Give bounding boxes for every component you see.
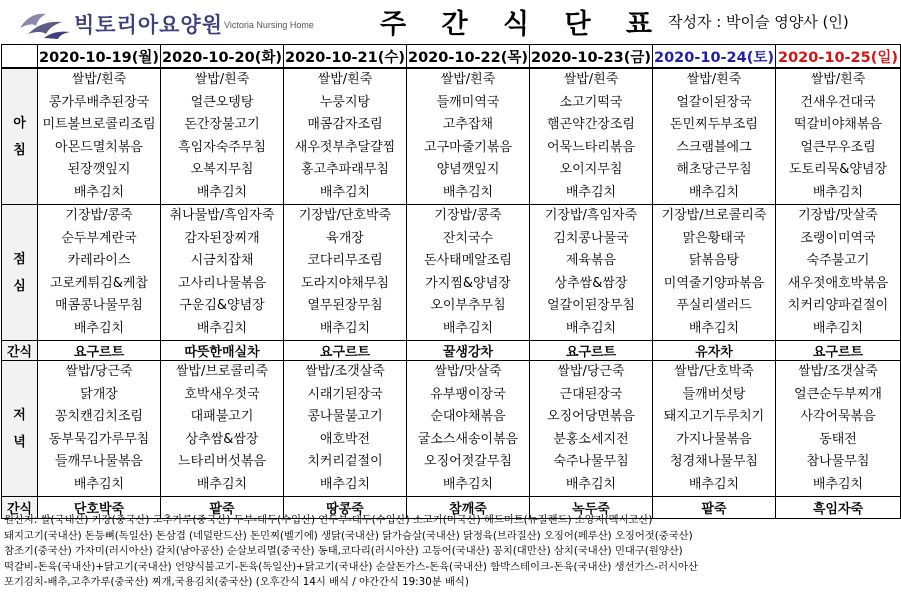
snack-cell: 유자차	[653, 341, 776, 361]
menu-item-list	[653, 69, 775, 204]
menu-item: 얼갈이된장무침	[547, 298, 635, 313]
menu-item: 호박새우젓국	[184, 386, 260, 402]
menu-item: 쌀밥/흰죽	[686, 72, 742, 87]
menu-item: 육개장	[326, 230, 364, 246]
menu-item: 가지나물볶음	[676, 431, 752, 447]
menu-item: 배추김치	[565, 476, 617, 492]
weekly-menu-table	[1, 44, 901, 519]
menu-item: 배추김치	[812, 476, 864, 492]
menu-item: 쌀밥/조갯살죽	[305, 364, 385, 379]
menu-cell	[407, 361, 530, 497]
date-cell: 2020-10-20(화)	[161, 45, 284, 69]
menu-item: 쌀밥/브로콜리죽	[175, 364, 269, 379]
date-cell: 2020-10-19(월)	[38, 45, 161, 69]
menu-item: 애호박전	[319, 431, 371, 447]
menu-item-list	[407, 361, 529, 496]
menu-item: 배추김치	[196, 184, 248, 200]
menu-item-list	[407, 205, 529, 340]
menu-item: 배추김치	[688, 184, 740, 200]
menu-item: 참나물무침	[806, 454, 870, 469]
menu-item: 꽁치캔김치조림	[55, 409, 143, 424]
menu-item: 미트볼브로콜리조림	[42, 117, 156, 132]
menu-item: 누룽지탕	[319, 94, 371, 110]
meal-label-char: 점	[13, 251, 26, 267]
menu-cell	[653, 361, 776, 497]
date-header-row	[2, 45, 901, 69]
logo-mark-icon	[18, 6, 72, 40]
menu-item-list	[38, 205, 160, 340]
menu-item: 얼큰오뎅탕	[190, 94, 254, 110]
snack-cell: 녹두죽	[530, 497, 653, 519]
menu-item: 얼갈이된장국	[676, 94, 752, 110]
menu-cell	[530, 361, 653, 497]
menu-item: 배추김치	[196, 476, 248, 492]
meal-label-char: 심	[13, 278, 26, 294]
origin-line: 포기김치-배추,고추가루(중국산) 찌개,국용김치(중국산) (오후간식 14시 배식 / 야간간식 19:30분 배식)	[4, 576, 469, 589]
menu-item: 도라지야채무침	[301, 275, 389, 291]
menu-item: 도토리묵&양념장	[788, 162, 888, 177]
menu-item: 돈민찌두부조림	[670, 117, 758, 132]
menu-item: 쌀밥/흰죽	[440, 72, 496, 87]
menu-item: 닭볶음탕	[688, 253, 740, 268]
menu-cell	[776, 205, 901, 341]
menu-item: 쌀밥/흰죽	[563, 72, 619, 87]
menu-item: 시래기된장국	[307, 386, 383, 402]
menu-item: 돈간장불고기	[184, 117, 260, 132]
menu-cell	[284, 68, 407, 205]
menu-item: 제육볶음	[565, 253, 617, 268]
author-line: 작성자 : 박이슬 영양사 (인)	[668, 13, 849, 31]
menu-item: 어묵느타리볶음	[547, 139, 635, 155]
menu-item-list	[653, 361, 775, 496]
menu-item: 상추쌈&쌈장	[554, 275, 628, 291]
menu-item: 쌀밥/흰죽	[810, 72, 866, 87]
menu-item: 스크램블에그	[676, 139, 752, 155]
menu-item: 새우젓애호박볶음	[787, 275, 889, 291]
menu-cell	[38, 68, 161, 205]
menu-item: 콩나물불고기	[307, 409, 383, 424]
menu-item: 청경채나물무침	[670, 454, 758, 469]
menu-item-list	[530, 69, 652, 204]
snack-cell: 요구르트	[530, 341, 653, 361]
menu-item-list	[161, 69, 283, 204]
menu-item: 소고기떡국	[559, 94, 623, 110]
menu-item-list	[776, 361, 900, 496]
menu-item: 코다리무조림	[307, 253, 383, 268]
menu-item: 배추김치	[319, 476, 371, 492]
menu-item: 기장밥/콩죽	[65, 208, 133, 223]
snack-cell: 요구르트	[776, 341, 901, 361]
menu-item-list	[38, 361, 160, 496]
menu-item: 햄곤약간장조림	[547, 117, 635, 132]
logo	[18, 6, 358, 40]
menu-cell	[776, 68, 901, 205]
menu-item: 김치콩나물국	[553, 230, 629, 246]
logo-subtitle: Victoria Nursing Home	[224, 20, 314, 30]
menu-cell	[284, 361, 407, 497]
menu-item: 배추김치	[442, 184, 494, 200]
lunch-row-label	[2, 205, 38, 341]
snack-cell: 요구르트	[284, 341, 407, 361]
menu-item: 취나물밥/흑임자죽	[169, 208, 275, 223]
snack-cell: 팥죽	[161, 497, 284, 519]
menu-item: 된장깻잎지	[67, 162, 131, 177]
menu-item: 기장밥/브로콜리죽	[661, 208, 767, 223]
snack-cell: 요구르트	[38, 341, 161, 361]
menu-item: 오징어젓갈무침	[424, 454, 512, 469]
menu-item: 매콤감자조림	[307, 117, 383, 132]
menu-item: 양념깻잎지	[436, 162, 500, 177]
header	[0, 0, 901, 44]
snack-cell: 따뜻한매실차	[161, 341, 284, 361]
menu-item: 쌀밥/맛살죽	[434, 364, 502, 379]
menu-item: 해초당근무침	[676, 162, 752, 177]
origin-line: 떡갈비-돈육(국내산)+닭고기(국내산) 언양식불고기-돈육(독일산)+닭고기(국내산) 순살돈가스-돈육(국내산) 함박스테이크-돈육(국내산) 생선가스-러시아산	[4, 560, 698, 573]
menu-cell	[407, 68, 530, 205]
menu-item: 순두부계란국	[61, 230, 137, 246]
menu-item: 들깨무나물볶음	[55, 454, 143, 469]
menu-item: 쌀밥/단호박죽	[674, 364, 754, 379]
page-title: 주 간 식 단 표	[380, 9, 666, 40]
menu-item: 건새우건대국	[800, 94, 876, 110]
menu-item: 분홍소세지전	[553, 431, 629, 447]
menu-item: 배추김치	[688, 476, 740, 492]
menu-item: 배추김치	[73, 184, 125, 200]
menu-item: 배추김치	[812, 184, 864, 200]
snack-cell: 땅콩죽	[284, 497, 407, 519]
menu-item: 닭개장	[80, 386, 118, 402]
menu-item: 숙주나물무침	[553, 454, 629, 469]
menu-item: 감자된장찌개	[184, 230, 260, 246]
menu-cell	[284, 205, 407, 341]
menu-item: 굴소스새송이볶음	[417, 431, 519, 447]
menu-item: 배추김치	[565, 320, 617, 336]
menu-item: 근대된장국	[559, 386, 623, 402]
snack-cell: 단호박죽	[38, 497, 161, 519]
menu-item: 오징어당면볶음	[547, 409, 635, 424]
origin-line: 돼지고기(국내산) 돈등뼈(독일산) 돈삼겹 (네덜란드산) 돈민찌(벨기에) 생닭(국내산) 닭가슴살(국내산) 닭정육(브라질산) 오징어(페루산) 오징어젓(중국산)	[4, 529, 693, 542]
menu-item-list	[776, 205, 900, 340]
menu-item: 맑은황태국	[682, 230, 746, 246]
menu-item: 사각어묵볶음	[800, 409, 876, 424]
menu-item: 고추잡채	[442, 117, 494, 132]
menu-item: 쌀밥/흰죽	[317, 72, 373, 87]
menu-item: 쌀밥/당근죽	[65, 364, 133, 379]
meal-label-char: 저	[13, 407, 26, 423]
origin-notice	[4, 513, 897, 591]
menu-item: 콩가루배추된장국	[48, 94, 150, 110]
menu-item: 느타리버섯볶음	[178, 454, 266, 469]
menu-item: 배추김치	[442, 476, 494, 492]
menu-item: 치커리겉절이	[307, 454, 383, 469]
night-snack-row-label: 간식	[2, 497, 38, 519]
menu-item: 대패불고기	[190, 409, 254, 424]
menu-item: 배추김치	[319, 184, 371, 200]
menu-item: 조랭이미역국	[800, 230, 876, 246]
afternoon-snack-row-label: 간식	[2, 341, 38, 361]
menu-item: 돼지고기두루치기	[663, 409, 765, 424]
menu-item: 배추김치	[73, 320, 125, 336]
corner-cell	[2, 45, 38, 69]
menu-cell	[653, 205, 776, 341]
menu-item: 오이부추무침	[430, 298, 506, 313]
afternoon-snack-row	[2, 341, 901, 361]
menu-item: 카레라이스	[67, 253, 131, 268]
menu-item: 순대야채볶음	[430, 409, 506, 424]
menu-cell	[161, 205, 284, 341]
lunch-row	[2, 205, 901, 341]
menu-cell	[776, 361, 901, 497]
menu-item: 얼큰무우조림	[800, 139, 876, 155]
menu-item: 들깨버섯탕	[682, 386, 746, 402]
date-cell: 2020-10-24(토)	[653, 45, 776, 69]
menu-item: 얼큰순두부찌개	[794, 386, 882, 402]
snack-cell: 팥죽	[653, 497, 776, 519]
menu-cell	[407, 205, 530, 341]
dinner-row-label	[2, 361, 38, 497]
menu-item: 돈사태메알조림	[424, 253, 512, 268]
menu-cell	[530, 68, 653, 205]
menu-item: 쌀밥/당근죽	[557, 364, 625, 379]
date-cell: 2020-10-23(금)	[530, 45, 653, 69]
menu-item: 숙주불고기	[806, 253, 870, 268]
menu-item-list	[530, 205, 652, 340]
date-cell: 2020-10-25(일)	[776, 45, 901, 69]
breakfast-row	[2, 68, 901, 205]
menu-cell	[161, 361, 284, 497]
menu-item: 기장밥/흑임자죽	[544, 208, 638, 223]
menu-item: 가지찜&양념장	[425, 275, 511, 291]
menu-item: 동태전	[819, 431, 857, 447]
menu-item: 기장밥/콩죽	[434, 208, 502, 223]
menu-item: 오이지무침	[559, 162, 623, 177]
menu-item: 배추김치	[319, 320, 371, 336]
menu-item-list	[407, 69, 529, 204]
menu-item: 들깨미역국	[436, 94, 500, 110]
menu-item: 기장밥/맛살죽	[798, 208, 878, 223]
menu-item: 새우젓부추달걀찜	[294, 139, 396, 155]
menu-item: 열무된장무침	[307, 298, 383, 313]
snack-cell: 꿀생강차	[407, 341, 530, 361]
menu-cell	[530, 205, 653, 341]
menu-item-list	[161, 361, 283, 496]
menu-item: 유부팽이장국	[430, 386, 506, 402]
menu-item: 홍고추파래무침	[301, 162, 389, 177]
origin-line: 원산지: 쌀(국내산) 기장(중국산) 고추가루(중국산) 두부-대두(수입산) 연두부-대두(수입산) 소고기(미국산) 헤드미트(뉴질랜드) 소양지(멕시코산)	[4, 514, 653, 526]
meal-label-char: 녁	[13, 434, 26, 450]
menu-cell	[38, 361, 161, 497]
menu-item: 잔치국수	[442, 230, 494, 246]
menu-item: 아몬드멸치볶음	[55, 139, 143, 155]
menu-item: 배추김치	[565, 184, 617, 200]
logo-text: 빅토리아요양원	[74, 13, 224, 37]
menu-item: 쌀밥/흰죽	[194, 72, 250, 87]
menu-item-list	[284, 205, 406, 340]
snack-cell: 참깨죽	[407, 497, 530, 519]
menu-item-list	[284, 361, 406, 496]
menu-item: 동부묵김가루무침	[48, 431, 150, 447]
menu-item: 배추김치	[196, 320, 248, 336]
snack-cell: 흑임자죽	[776, 497, 901, 519]
menu-item: 배추김치	[688, 320, 740, 336]
dinner-row	[2, 361, 901, 497]
menu-item: 구운김&양념장	[179, 298, 265, 313]
menu-item: 고로케튀김&케찹	[49, 275, 149, 291]
menu-item: 배추김치	[73, 476, 125, 492]
menu-item-list	[161, 205, 283, 340]
menu-item: 상추쌈&쌈장	[185, 431, 259, 447]
menu-item: 떡갈비야채볶음	[794, 117, 882, 132]
date-cell: 2020-10-22(목)	[407, 45, 530, 69]
menu-item: 오복지무침	[190, 162, 254, 177]
menu-item: 배추김치	[812, 320, 864, 336]
menu-item: 흑임자숙주무침	[178, 139, 266, 155]
origin-line: 참조기(중국산) 가자미(러시아산) 갈치(남아공산) 순살보리멸(중국산) 동태,코다리(러시아산) 고등어(국내산) 꽁치(대만산) 삼치(국내산) 민대구(원양산)	[4, 545, 683, 558]
menu-cell	[161, 68, 284, 205]
menu-cell	[38, 205, 161, 341]
meal-label-char: 아	[13, 115, 26, 131]
menu-item-list	[653, 205, 775, 340]
menu-item: 기장밥/단호박죽	[298, 208, 392, 223]
menu-item: 푸실리샐러드	[676, 298, 752, 313]
menu-item: 미역줄기양파볶음	[663, 275, 765, 291]
menu-cell	[653, 68, 776, 205]
menu-item-list	[38, 69, 160, 204]
menu-item: 배추김치	[442, 320, 494, 336]
menu-item: 치커리양파겉절이	[787, 298, 889, 313]
breakfast-row-label	[2, 68, 38, 205]
menu-item: 시금치잡채	[190, 253, 254, 268]
menu-item: 고구마줄기볶음	[424, 139, 512, 155]
menu-item: 쌀밥/조갯살죽	[798, 364, 878, 379]
menu-item: 매콤콩나물무침	[55, 298, 143, 313]
date-cell: 2020-10-21(수)	[284, 45, 407, 69]
menu-item: 고사리나물볶음	[178, 275, 266, 291]
meal-label-char: 침	[13, 142, 26, 158]
menu-item-list	[530, 361, 652, 496]
menu-item-list	[776, 69, 900, 204]
menu-item-list	[284, 69, 406, 204]
menu-item: 쌀밥/흰죽	[71, 72, 127, 87]
